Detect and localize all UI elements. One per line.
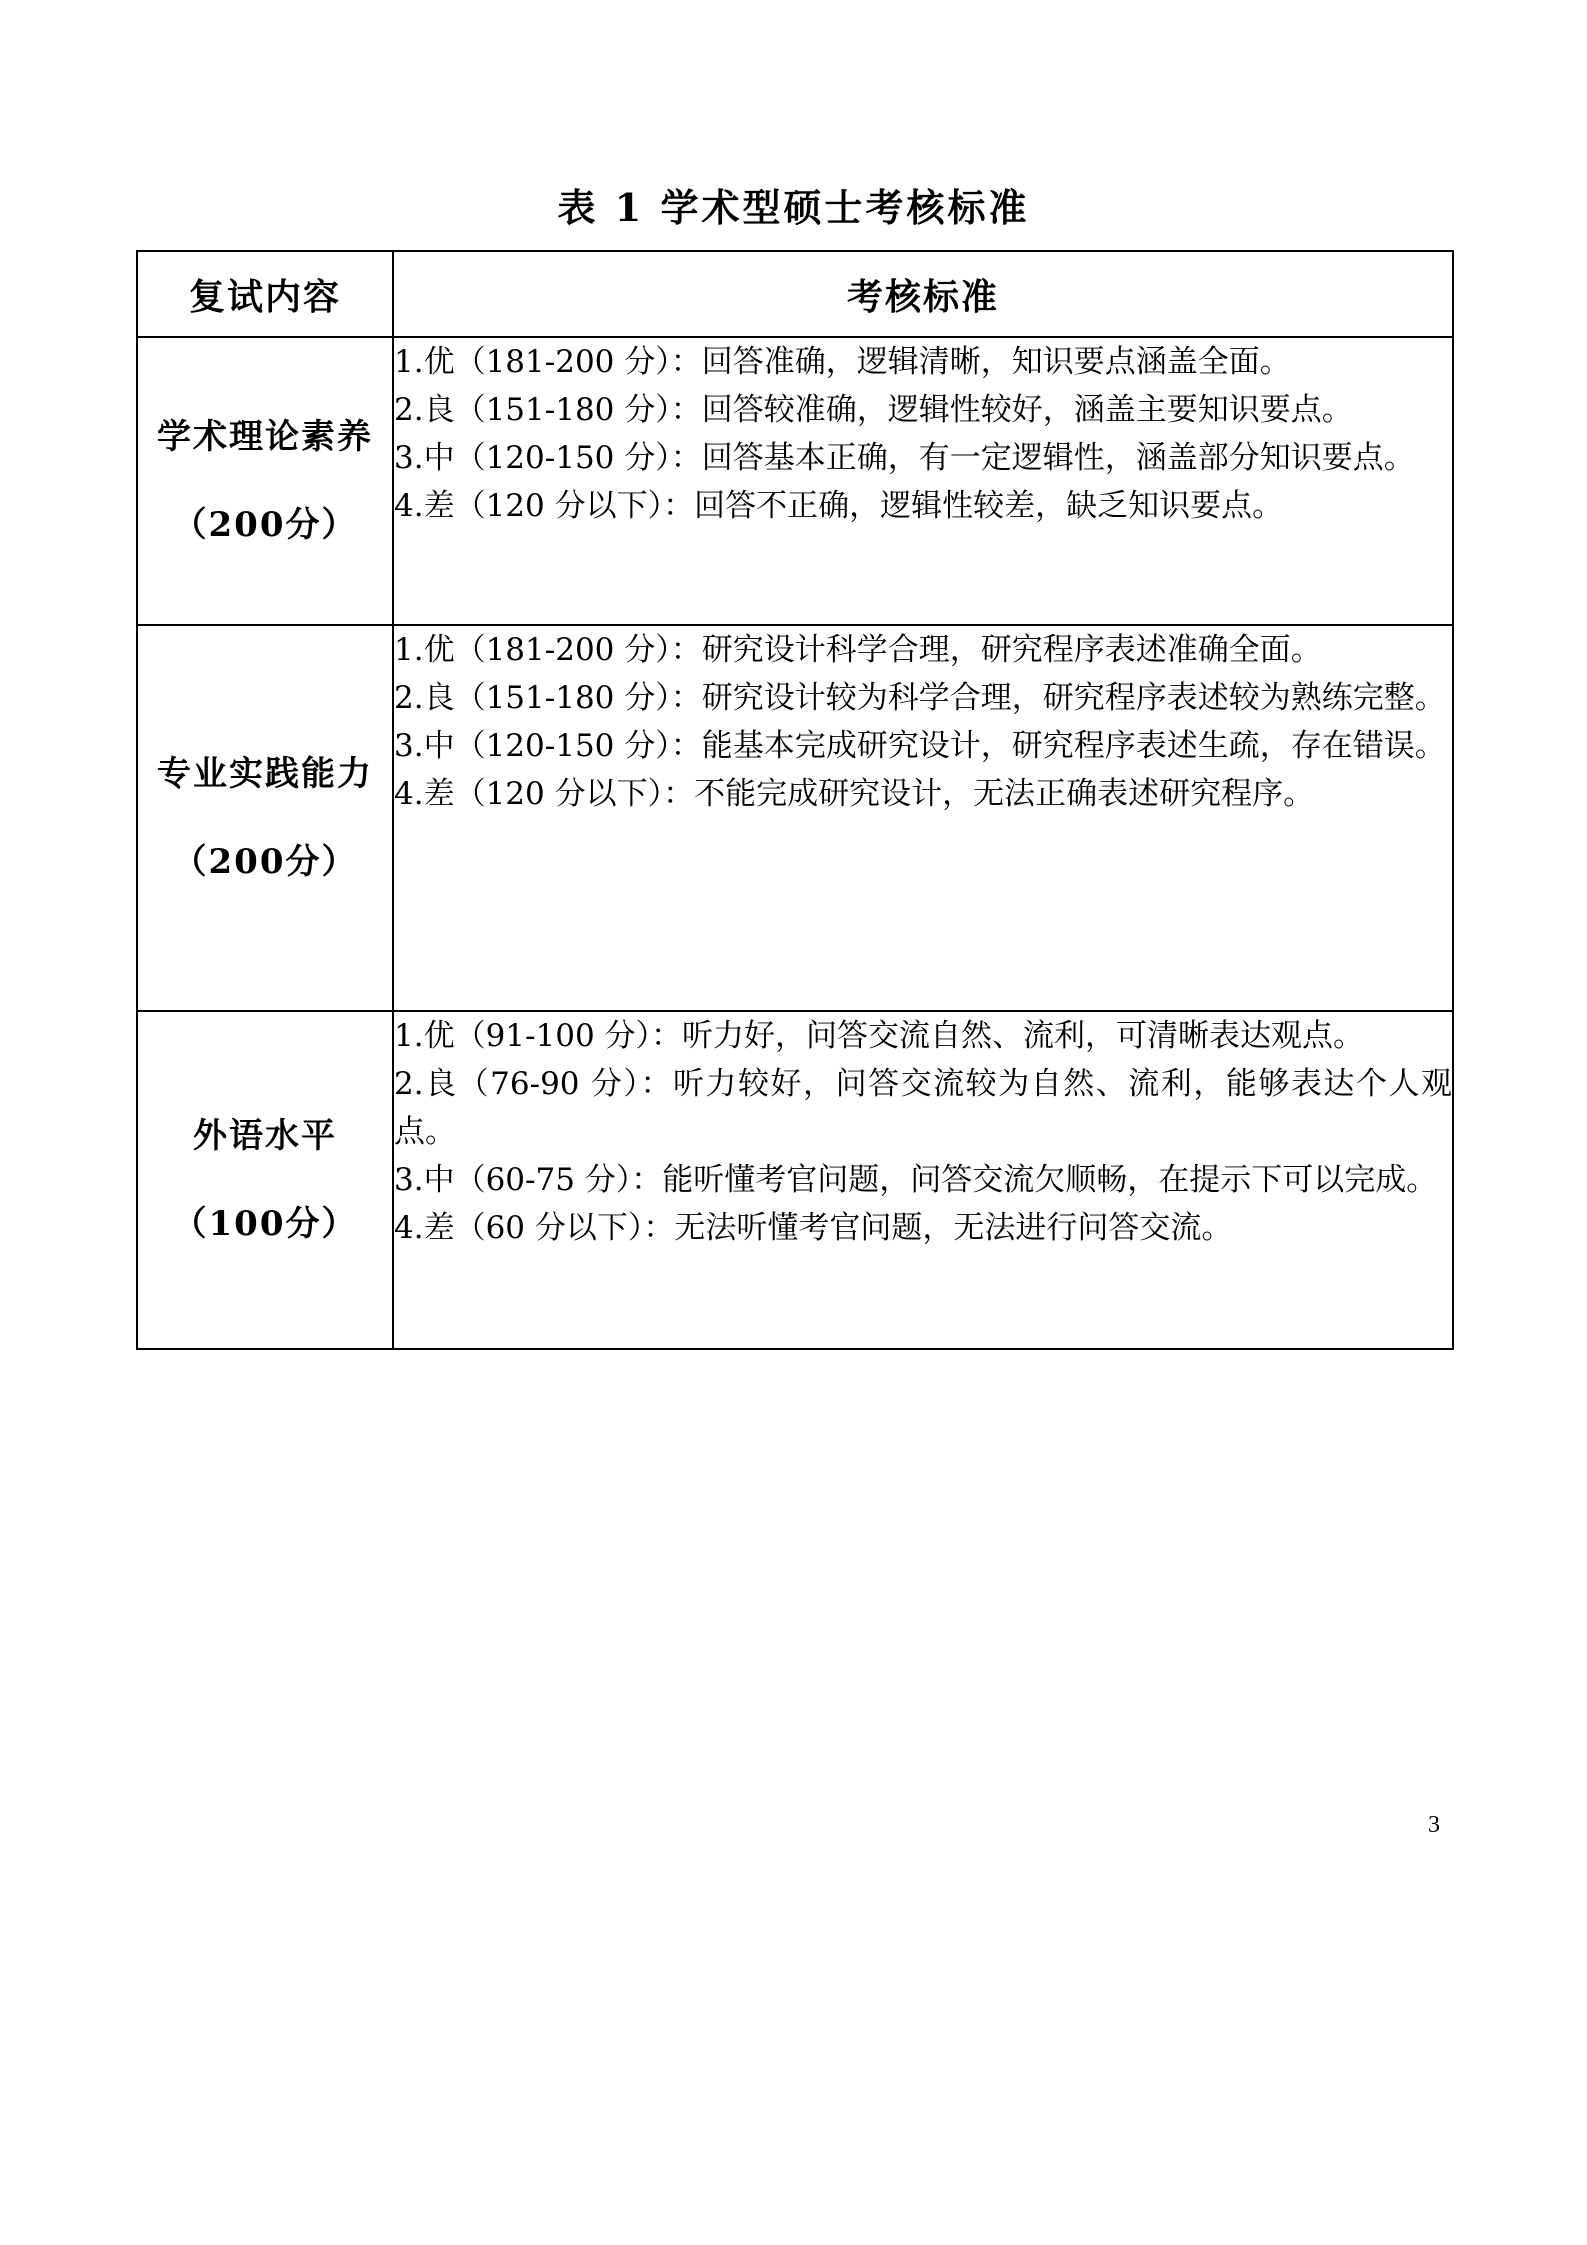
item-cell bbox=[137, 625, 393, 1011]
item-score: （200分） bbox=[172, 505, 358, 545]
item-name: 学术理论素养 bbox=[157, 417, 373, 457]
criteria-line: 4.差（60 分以下）：无法听懂考官问题，无法进行问答交流。 bbox=[394, 1210, 1233, 1246]
criteria-line: 1.优（181-200 分）：回答准确，逻辑清晰，知识要点涵盖全面。 bbox=[394, 344, 1291, 380]
item-name: 专业实践能力 bbox=[157, 754, 373, 794]
item-cell bbox=[137, 337, 393, 625]
criteria-line: 2.良（151-180 分）：回答较准确，逻辑性较好，涵盖主要知识要点。 bbox=[394, 392, 1353, 428]
criteria-line: 3.中（60-75 分）：能听懂考官问题，问答交流欠顺畅，在提示下可以完成。 bbox=[394, 1162, 1438, 1198]
criteria-line: 1.优（181-200 分）：研究设计科学合理，研究程序表述准确全面。 bbox=[394, 632, 1322, 668]
item-cell bbox=[137, 1011, 393, 1349]
table-row bbox=[137, 337, 1453, 625]
item-score: （200分） bbox=[172, 842, 358, 882]
criteria-cell bbox=[393, 337, 1453, 625]
criteria-line: 4.差（120 分以下）：回答不正确，逻辑性较差，缺乏知识要点。 bbox=[394, 488, 1284, 524]
criteria-line: 3.中（120-150 分）：能基本完成研究设计，研究程序表述生疏，存在错误。 bbox=[394, 728, 1446, 764]
criteria-line: 4.差（120 分以下）：不能完成研究设计，无法正确表述研究程序。 bbox=[394, 776, 1315, 812]
table-row bbox=[137, 625, 1453, 1011]
header-criteria: 考核标准 bbox=[393, 251, 1453, 337]
table-row bbox=[137, 1011, 1453, 1349]
criteria-line: 3.中（120-150 分）：回答基本正确，有一定逻辑性，涵盖部分知识要点。 bbox=[394, 440, 1415, 476]
criteria-line: 1.优（91-100 分）：听力好，问答交流自然、流利，可清晰表达观点。 bbox=[394, 1018, 1365, 1054]
page-title: 表 1 学术型硕士考核标准 bbox=[557, 185, 1030, 230]
criteria-line: 2.良（76-90 分）：听力较好，问答交流较为自然、流利，能够表达个人观点。 bbox=[394, 1066, 1452, 1150]
table-header-row bbox=[137, 251, 1453, 337]
item-name: 外语水平 bbox=[193, 1116, 337, 1156]
page-number: 3 bbox=[1428, 1812, 1440, 1838]
criteria-cell bbox=[393, 1011, 1453, 1349]
header-content: 复试内容 bbox=[137, 251, 393, 337]
criteria-cell bbox=[393, 625, 1453, 1011]
criteria-table bbox=[136, 250, 1454, 1350]
criteria-line: 2.良（151-180 分）：研究设计较为科学合理，研究程序表述较为熟练完整。 bbox=[394, 680, 1446, 716]
item-score: （100分） bbox=[172, 1204, 358, 1244]
